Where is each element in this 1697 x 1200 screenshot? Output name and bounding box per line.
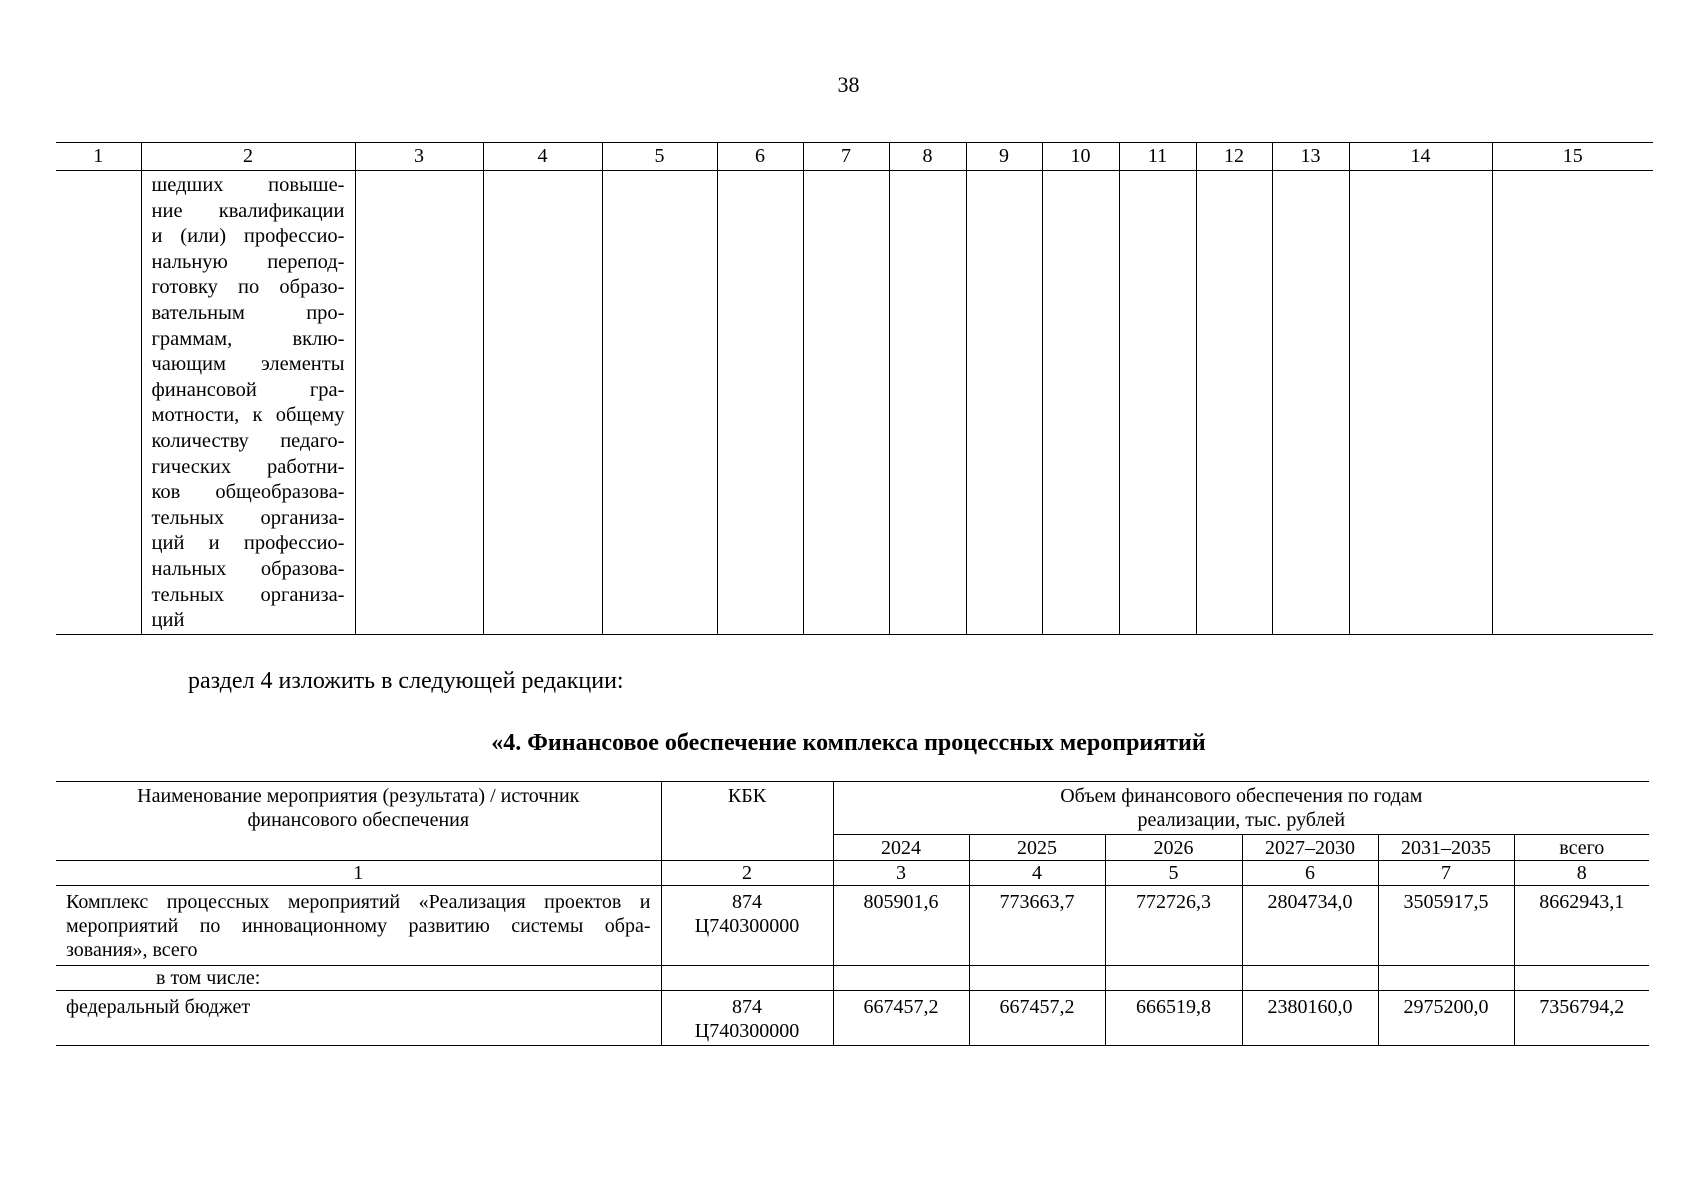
empty-cell xyxy=(355,171,483,635)
empty-cell xyxy=(602,171,717,635)
kbk-code: 874 xyxy=(732,891,762,913)
text-line: тельных организа- xyxy=(151,583,345,606)
value-cell: 3505917,5 xyxy=(1378,886,1514,966)
kbk-code: Ц740300000 xyxy=(694,1020,800,1042)
text-line: ние квалификации xyxy=(151,199,345,222)
indicator-name-text xyxy=(142,171,355,634)
value-cell: 667457,2 xyxy=(833,991,969,1046)
text-line: вательным про- xyxy=(151,301,345,324)
empty-cell xyxy=(56,171,141,635)
table-row xyxy=(56,991,1649,1046)
column-number: 3 xyxy=(355,143,483,171)
empty-cell xyxy=(1272,171,1349,635)
text-line: нальную перепод- xyxy=(151,250,345,273)
table-row xyxy=(56,966,1649,991)
empty-cell xyxy=(717,171,803,635)
source-name-cell: федеральный бюджет xyxy=(56,991,661,1046)
header-kbk: КБК xyxy=(661,782,833,861)
year-header: 2031–2035 xyxy=(1378,835,1514,861)
kbk-cell xyxy=(661,991,833,1046)
kbk-code: 874 xyxy=(732,996,762,1018)
value-cell: 2804734,0 xyxy=(1242,886,1378,966)
empty-cell xyxy=(1349,171,1492,635)
column-number: 9 xyxy=(966,143,1042,171)
text-line: финансовой гра- xyxy=(151,378,345,401)
value-cell: 8662943,1 xyxy=(1514,886,1649,966)
text-line: зования», всего xyxy=(66,939,198,961)
subheading-cell: в том числе: xyxy=(56,966,661,991)
value-cell: 667457,2 xyxy=(969,991,1105,1046)
empty-cell xyxy=(1105,966,1242,991)
kbk-code: Ц740300000 xyxy=(694,915,800,937)
header-volume: Объем финансового обеспечения по годам реализации, тыс. рублей xyxy=(833,782,1649,835)
year-header: 2027–2030 xyxy=(1242,835,1378,861)
text-line: Комплекс процессных мероприятий «Реализация проектов и xyxy=(66,891,651,913)
empty-cell xyxy=(1119,171,1196,635)
empty-cell xyxy=(1196,171,1272,635)
column-number: 14 xyxy=(1349,143,1492,171)
indicator-name-cell xyxy=(141,171,355,635)
financial-support-table xyxy=(56,781,1649,1046)
value-cell: 805901,6 xyxy=(833,886,969,966)
text-line: граммам, вклю- xyxy=(151,327,345,350)
text-line: количеству педаго- xyxy=(151,429,345,452)
value-cell: 666519,8 xyxy=(1105,991,1242,1046)
column-number: 2 xyxy=(661,861,833,886)
column-number: 12 xyxy=(1196,143,1272,171)
table-row xyxy=(56,886,1649,966)
text-line: и (или) профессио- xyxy=(151,225,345,248)
text-line: ций и профессио- xyxy=(151,532,345,555)
empty-cell xyxy=(1378,966,1514,991)
column-number: 6 xyxy=(717,143,803,171)
column-number: 7 xyxy=(1378,861,1514,886)
column-number: 4 xyxy=(969,861,1105,886)
empty-cell xyxy=(966,171,1042,635)
year-header: 2025 xyxy=(969,835,1105,861)
section-title: «4. Финансовое обеспечение комплекса процессных мероприятий xyxy=(491,730,1206,756)
text-line: ков общеобразова- xyxy=(151,481,345,504)
column-number: 8 xyxy=(889,143,966,171)
empty-cell xyxy=(803,171,889,635)
empty-cell xyxy=(1492,171,1653,635)
value-cell: 772726,3 xyxy=(1105,886,1242,966)
value-cell: 773663,7 xyxy=(969,886,1105,966)
kbk-cell xyxy=(661,886,833,966)
column-number: 7 xyxy=(803,143,889,171)
column-number: 4 xyxy=(483,143,602,171)
column-number: 8 xyxy=(1514,861,1649,886)
column-number: 1 xyxy=(56,143,141,171)
table-header-row xyxy=(56,782,1649,835)
instruction-text: раздел 4 изложить в следующей редакции: xyxy=(188,668,624,694)
column-number: 6 xyxy=(1242,861,1378,886)
table-header-row xyxy=(56,143,1653,171)
value-cell: 2975200,0 xyxy=(1378,991,1514,1046)
text-line: чающим элементы xyxy=(151,353,345,376)
page-number: 38 xyxy=(837,72,860,97)
empty-cell xyxy=(661,966,833,991)
empty-cell xyxy=(1242,966,1378,991)
text-line: шедших повыше- xyxy=(151,174,345,196)
year-header: 2024 xyxy=(833,835,969,861)
year-header: всего xyxy=(1514,835,1649,861)
empty-cell xyxy=(889,171,966,635)
activity-name-cell xyxy=(56,886,661,966)
column-numbers-row xyxy=(56,861,1649,886)
value-cell: 7356794,2 xyxy=(1514,991,1649,1046)
text-line: готовку по образо- xyxy=(151,276,345,299)
empty-cell xyxy=(483,171,602,635)
empty-cell xyxy=(1514,966,1649,991)
empty-cell xyxy=(969,966,1105,991)
text-line: мотности, к общему xyxy=(151,404,345,427)
indicator-table-continuation xyxy=(56,142,1653,635)
column-number: 13 xyxy=(1272,143,1349,171)
table-row xyxy=(56,171,1653,635)
text-line: ций xyxy=(151,609,185,632)
header-name: Наименование мероприятия (результата) / источник финансового обеспечения xyxy=(56,782,661,861)
empty-cell xyxy=(1042,171,1119,635)
column-number: 5 xyxy=(602,143,717,171)
column-number: 3 xyxy=(833,861,969,886)
column-number: 2 xyxy=(141,143,355,171)
year-header: 2026 xyxy=(1105,835,1242,861)
text-line: тельных организа- xyxy=(151,506,345,529)
column-number: 11 xyxy=(1119,143,1196,171)
column-number: 5 xyxy=(1105,861,1242,886)
column-number: 10 xyxy=(1042,143,1119,171)
text-line: нальных образова- xyxy=(151,557,345,580)
value-cell: 2380160,0 xyxy=(1242,991,1378,1046)
text-line: гических работни- xyxy=(151,455,345,478)
column-number: 1 xyxy=(56,861,661,886)
empty-cell xyxy=(833,966,969,991)
column-number: 15 xyxy=(1492,143,1653,171)
text-line: мероприятий по инновационному развитию системы обра- xyxy=(66,915,651,937)
